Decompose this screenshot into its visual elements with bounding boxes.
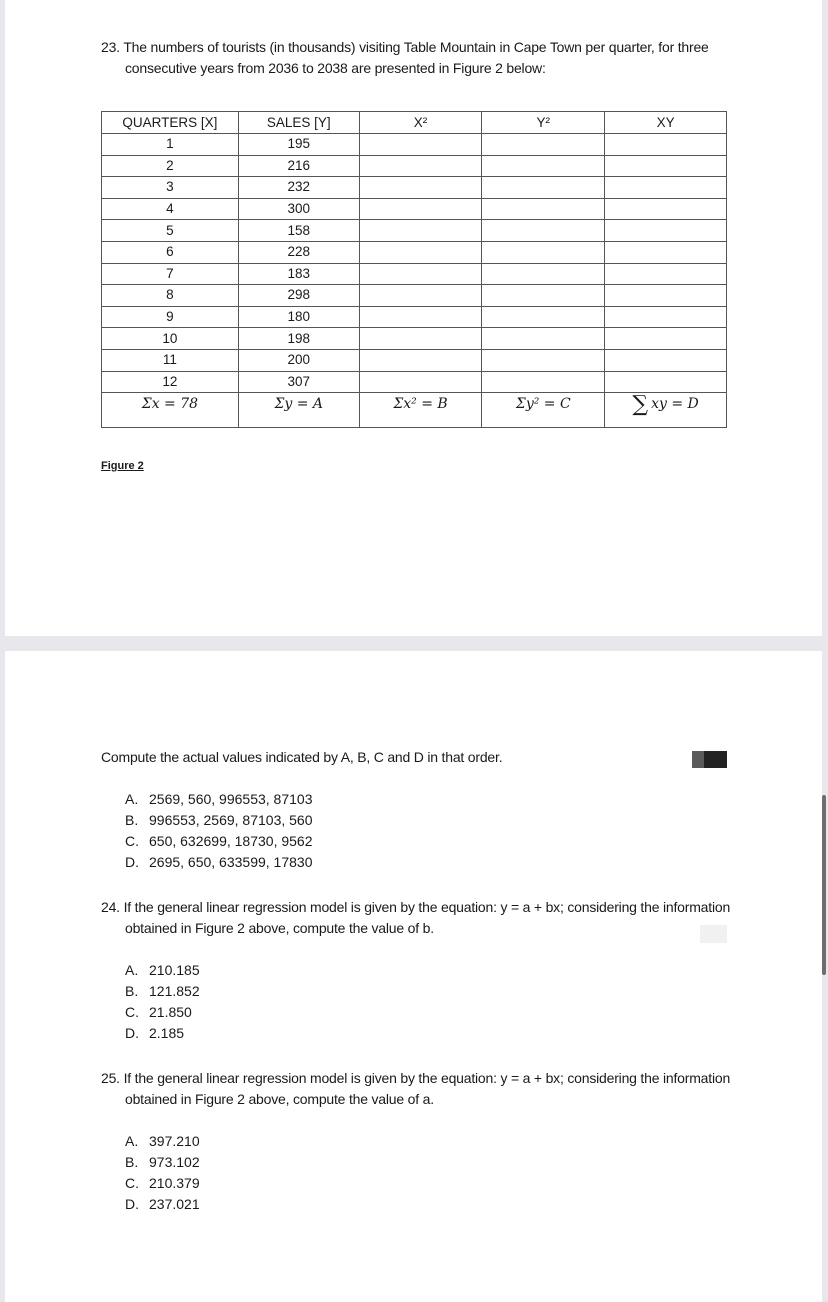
- empty-cell: [359, 241, 482, 263]
- empty-cell: [482, 134, 605, 156]
- empty-cell: [359, 328, 482, 350]
- sales-cell: 228: [238, 241, 359, 263]
- empty-cell: [482, 155, 605, 177]
- quarter-cell: 5: [102, 220, 239, 242]
- option-text: 2.185: [149, 1025, 185, 1041]
- table-row: [102, 220, 727, 242]
- sum-y2-cell: Σy² = C: [482, 393, 605, 428]
- figure-2-table: [101, 111, 727, 428]
- question-24-line-2: obtained in Figure 2 above, compute the value of b.: [125, 920, 434, 936]
- empty-cell: [605, 349, 727, 371]
- question-23-line-1: [101, 37, 709, 58]
- empty-cell: [359, 155, 482, 177]
- sum-y-cell: Σy = A: [238, 393, 359, 428]
- question-text: The numbers of tourists (in thousands) visiting Table Mountain in Cape Town per quarter, for three: [123, 39, 709, 55]
- sales-cell: 158: [238, 220, 359, 242]
- sales-cell: 300: [238, 198, 359, 220]
- option-letter: A.: [125, 791, 139, 807]
- sales-cell: 195: [238, 134, 359, 156]
- sum-x-cell: Σx = 78: [102, 393, 239, 428]
- document-page-1: [5, 0, 822, 636]
- empty-cell: [482, 241, 605, 263]
- quarter-cell: 12: [102, 371, 239, 393]
- table-row: [102, 285, 727, 307]
- table-row: [102, 241, 727, 263]
- option-item: [125, 1002, 192, 1023]
- table-row: [102, 263, 727, 285]
- empty-cell: [605, 177, 727, 199]
- empty-cell: [605, 328, 727, 350]
- table-row: [102, 371, 727, 393]
- sales-cell: 198: [238, 328, 359, 350]
- sales-cell: 183: [238, 263, 359, 285]
- empty-cell: [605, 134, 727, 156]
- quarter-cell: 4: [102, 198, 239, 220]
- empty-cell: [359, 285, 482, 307]
- question-text: If the general linear regression model is given by the equation: y = a + bx; considering the information: [123, 1070, 731, 1086]
- header-cell: X²: [359, 112, 482, 134]
- quarter-cell: 1: [102, 134, 239, 156]
- header-cell: SALES [Y]: [238, 112, 359, 134]
- empty-cell: [605, 285, 727, 307]
- option-letter: D.: [125, 854, 139, 870]
- empty-cell: [482, 285, 605, 307]
- option-text: 397.210: [149, 1133, 200, 1149]
- table-row: [102, 349, 727, 371]
- empty-cell: [482, 306, 605, 328]
- sigma-symbol: ∑: [632, 392, 649, 418]
- empty-cell: [482, 263, 605, 285]
- option-item: [125, 1152, 200, 1173]
- table-sum-row: [102, 393, 727, 428]
- option-item: [125, 1173, 200, 1194]
- sales-cell: 180: [238, 306, 359, 328]
- table-row: [102, 198, 727, 220]
- quarter-cell: 9: [102, 306, 239, 328]
- empty-cell: [605, 220, 727, 242]
- table-header-row: [102, 112, 727, 134]
- redaction-mark: [700, 925, 727, 943]
- empty-cell: [482, 220, 605, 242]
- option-text: 650, 632699, 18730, 9562: [149, 833, 313, 849]
- empty-cell: [359, 371, 482, 393]
- option-item: [125, 852, 313, 873]
- option-text: 996553, 2569, 87103, 560: [149, 812, 313, 828]
- table-row: [102, 134, 727, 156]
- empty-cell: [605, 371, 727, 393]
- question-25-line-2: obtained in Figure 2 above, compute the value of a.: [125, 1091, 434, 1107]
- empty-cell: [359, 263, 482, 285]
- empty-cell: [605, 198, 727, 220]
- quarter-cell: 2: [102, 155, 239, 177]
- option-text: 2695, 650, 633599, 17830: [149, 854, 313, 870]
- option-item: [125, 810, 313, 831]
- figure-label: Figure 2: [101, 460, 144, 472]
- sum-x2-cell: Σx² = B: [359, 393, 482, 428]
- empty-cell: [359, 198, 482, 220]
- sales-cell: 216: [238, 155, 359, 177]
- option-text: 21.850: [149, 1004, 192, 1020]
- option-letter: B.: [125, 983, 139, 999]
- option-text: 121.852: [149, 983, 200, 999]
- quarter-cell: 10: [102, 328, 239, 350]
- option-text: 2569, 560, 996553, 87103: [149, 791, 313, 807]
- sales-cell: 307: [238, 371, 359, 393]
- quarter-cell: 11: [102, 349, 239, 371]
- empty-cell: [482, 198, 605, 220]
- option-item: [125, 789, 313, 810]
- vertical-scrollbar[interactable]: [822, 795, 826, 975]
- redaction-mark: [692, 751, 727, 768]
- option-letter: B.: [125, 1154, 139, 1170]
- option-item: [125, 831, 313, 852]
- table-row: [102, 177, 727, 199]
- table-row: [102, 306, 727, 328]
- sales-cell: 298: [238, 285, 359, 307]
- table-row: [102, 155, 727, 177]
- sales-cell: 232: [238, 177, 359, 199]
- empty-cell: [359, 349, 482, 371]
- option-letter: A.: [125, 962, 139, 978]
- compute-question-text: Compute the actual values indicated by A, B, C and D in that order.: [101, 749, 503, 765]
- option-item: [125, 1023, 184, 1044]
- option-letter: C.: [125, 1004, 139, 1020]
- header-cell: XY: [605, 112, 727, 134]
- empty-cell: [605, 263, 727, 285]
- option-item: [125, 981, 200, 1002]
- empty-cell: [359, 177, 482, 199]
- option-letter: D.: [125, 1025, 139, 1041]
- sum-xy-cell: [605, 393, 727, 428]
- question-number: 25.: [101, 1070, 120, 1086]
- option-item: [125, 1131, 200, 1152]
- empty-cell: [482, 349, 605, 371]
- option-text: 237.021: [149, 1196, 200, 1212]
- option-text: 210.185: [149, 962, 200, 978]
- question-23-line-2: consecutive years from 2036 to 2038 are presented in Figure 2 below:: [125, 60, 546, 76]
- option-letter: B.: [125, 812, 139, 828]
- sales-cell: 200: [238, 349, 359, 371]
- quarter-cell: 6: [102, 241, 239, 263]
- empty-cell: [359, 220, 482, 242]
- question-text: If the general linear regression model is given by the equation: y = a + bx; considering the information: [123, 899, 731, 915]
- option-text: 973.102: [149, 1154, 200, 1170]
- table-row: [102, 328, 727, 350]
- sum-xy-text: xy = D: [651, 396, 699, 413]
- empty-cell: [605, 306, 727, 328]
- question-number: 23.: [101, 39, 120, 55]
- quarter-cell: 7: [102, 263, 239, 285]
- empty-cell: [605, 241, 727, 263]
- question-number: 24.: [101, 899, 120, 915]
- question-25-line-1: [101, 1068, 730, 1089]
- empty-cell: [482, 328, 605, 350]
- empty-cell: [482, 371, 605, 393]
- option-item: [125, 960, 200, 981]
- empty-cell: [359, 306, 482, 328]
- option-letter: D.: [125, 1196, 139, 1212]
- document-page-2: [5, 651, 822, 1302]
- header-cell: Y²: [482, 112, 605, 134]
- empty-cell: [359, 134, 482, 156]
- option-letter: A.: [125, 1133, 139, 1149]
- empty-cell: [482, 177, 605, 199]
- option-letter: C.: [125, 833, 139, 849]
- header-cell: QUARTERS [X]: [102, 112, 239, 134]
- empty-cell: [605, 155, 727, 177]
- quarter-cell: 8: [102, 285, 239, 307]
- quarter-cell: 3: [102, 177, 239, 199]
- option-item: [125, 1194, 200, 1215]
- question-24-line-1: [101, 897, 730, 918]
- option-letter: C.: [125, 1175, 139, 1191]
- option-text: 210.379: [149, 1175, 200, 1191]
